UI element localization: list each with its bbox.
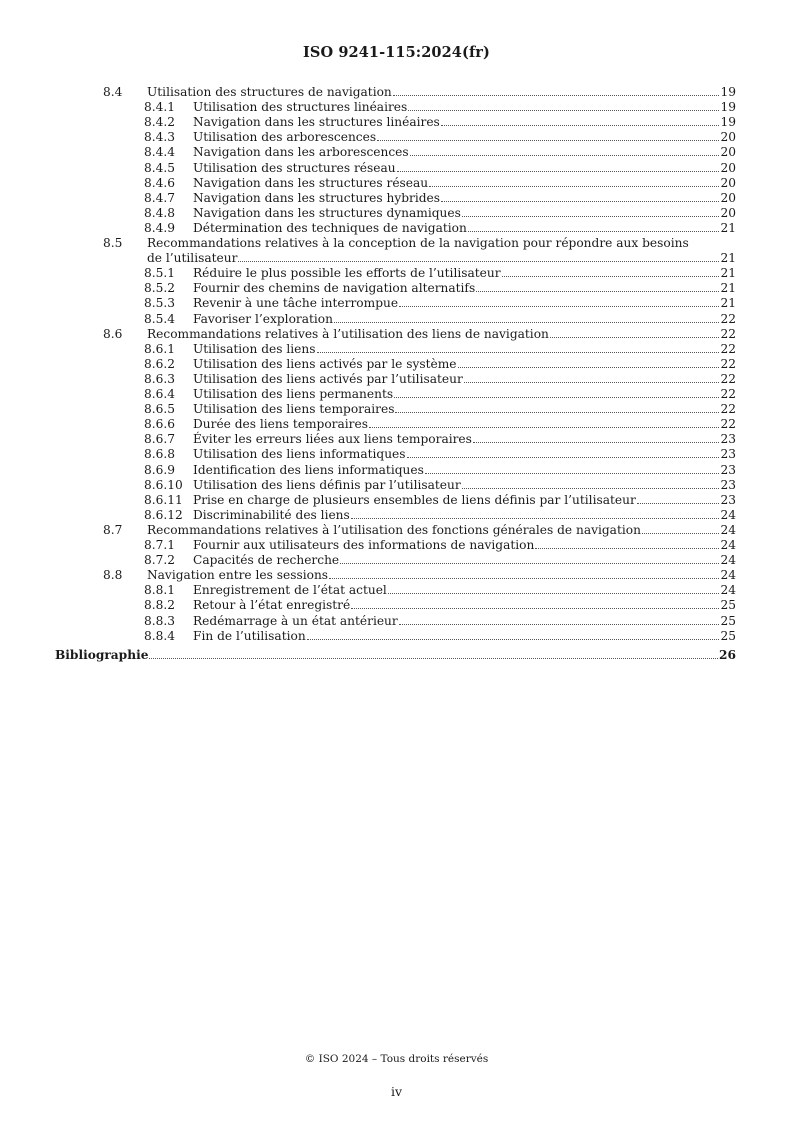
toc-entry-title: Utilisation des liens activés par l’utilisateur [193, 371, 463, 386]
toc-entry-number: 8.5.2 [144, 281, 176, 296]
toc-entry-line [193, 387, 736, 402]
toc-entry-title: Navigation dans les arborescences [193, 145, 409, 160]
dot-leader [502, 276, 720, 277]
toc-entry-line [193, 478, 736, 493]
toc-entry[interactable] [0, 583, 793, 598]
toc-entry-title: Enregistrement de l’état actuel [193, 583, 387, 598]
toc-entry-line [147, 85, 736, 100]
toc-entry-page: 20 [720, 175, 736, 190]
document-header: ISO 9241-115:2024(fr) [303, 44, 490, 61]
toc-entry[interactable] [0, 206, 793, 221]
toc-entry-number: 8.6.1 [144, 341, 176, 356]
toc-entry-number: 8.8.2 [144, 598, 176, 613]
dot-leader [388, 593, 720, 594]
toc-entry[interactable] [0, 463, 793, 478]
toc-entry[interactable] [0, 85, 793, 100]
toc-entry[interactable] [0, 100, 793, 115]
toc-entry-page: 21 [720, 266, 736, 281]
dot-leader [476, 291, 719, 292]
toc-entry-page: 22 [720, 356, 736, 371]
dot-leader [429, 186, 719, 187]
toc-entry[interactable] [0, 115, 793, 130]
dot-leader [550, 337, 720, 338]
toc-entry[interactable] [0, 493, 793, 508]
toc-entry[interactable] [0, 629, 793, 644]
toc-entry-number: 8.6.11 [144, 492, 183, 507]
toc-entry-line [193, 508, 736, 523]
toc-entry-line [193, 281, 736, 296]
toc-entry-title: Recommandations relatives à la conception de la navigation pour répondre aux besoins [147, 236, 689, 250]
toc-entry-line [193, 100, 736, 115]
toc-entry-number: 8.4.8 [144, 205, 176, 220]
toc-entry-number: 8.8 [103, 568, 123, 583]
toc-entry[interactable] [0, 417, 793, 432]
toc-entry-page: 21 [720, 281, 736, 296]
toc-entry-number: 8.6.3 [144, 371, 176, 386]
toc-entry-number: 8.4.1 [144, 100, 176, 115]
toc-entry-number: 8.8.4 [144, 628, 176, 643]
toc-entry[interactable] [0, 145, 793, 160]
toc-entry-title: Fournir des chemins de navigation alternatifs [193, 281, 476, 296]
toc-entry-title: Utilisation des liens définis par l’utilisateur [193, 477, 461, 492]
toc-entry-title: de l’utilisateur [147, 251, 238, 266]
toc-entry-line [193, 447, 736, 462]
toc-entry[interactable] [0, 312, 793, 327]
toc-entry-page: 20 [720, 145, 736, 160]
toc-entry-page: 20 [720, 130, 736, 145]
toc-entry-title: Recommandations relatives à l’utilisation des liens de navigation [147, 326, 549, 341]
toc-entry-line [193, 221, 736, 236]
toc-entry-line [193, 493, 736, 508]
toc-entry[interactable] [0, 387, 793, 402]
toc-entry-title: Utilisation des liens activés par le système [193, 356, 457, 371]
toc-entry-page: 24 [720, 553, 736, 568]
toc-entry-number: 8.6.12 [144, 507, 183, 522]
toc-entry[interactable] [0, 508, 793, 523]
toc-entry[interactable] [0, 598, 793, 613]
toc-entry-number: 8.7.2 [144, 553, 176, 568]
toc-entry-title: Prise en charge de plusieurs ensembles de liens définis par l’utilisateur [193, 492, 636, 507]
dot-leader [334, 322, 720, 323]
toc-entry-page: 22 [720, 387, 736, 401]
toc-entry-number: 8.4.4 [144, 145, 176, 160]
toc-entry-page: 22 [720, 402, 736, 417]
toc-entry-page: 23 [720, 447, 736, 462]
toc-entry-title: Bibliographie [55, 647, 149, 662]
toc-entry-line [193, 161, 736, 176]
toc-entry-title: Navigation dans les structures dynamiques [193, 205, 461, 220]
toc-entry-title: Fin de l’utilisation [193, 628, 306, 643]
toc-entry-page: 22 [720, 311, 736, 326]
toc-entry[interactable] [0, 357, 793, 372]
toc-entry-line [147, 523, 736, 538]
toc-entry[interactable] [0, 553, 793, 568]
dot-leader [397, 171, 720, 172]
dot-leader [408, 110, 719, 111]
toc-entry-number: 8.8.3 [144, 613, 176, 628]
toc-entry-line [193, 206, 736, 221]
toc-entry-line [193, 266, 736, 281]
toc-entry-number: 8.4.6 [144, 175, 176, 190]
toc-entry-title: Utilisation des liens temporaires [193, 402, 395, 417]
toc-entry-title: Éviter les erreurs liées aux liens temporaires [193, 432, 472, 447]
toc-entry-title: Utilisation des liens [193, 341, 316, 356]
toc-entry[interactable] [0, 648, 793, 663]
toc-entry[interactable] [0, 281, 793, 296]
toc-entry-page: 22 [720, 371, 736, 386]
page-number: iv [390, 1084, 403, 1099]
toc-entry-number: 8.5.4 [144, 311, 176, 326]
toc-entry-line [193, 538, 736, 553]
toc-entry-line [193, 357, 736, 372]
toc-entry[interactable] [0, 614, 793, 629]
toc-entry-line [193, 629, 736, 644]
toc-entry-page: 20 [720, 190, 736, 205]
toc-entry-line [193, 598, 736, 613]
toc-entry-number: 8.4 [103, 85, 123, 99]
toc-entry-number: 8.7 [103, 522, 123, 537]
toc-entry-page: 25 [720, 613, 736, 628]
toc-entry-title: Navigation dans les structures réseau [193, 175, 429, 190]
toc-entry-title: Identification des liens informatiques [193, 462, 424, 477]
dot-leader [395, 412, 719, 413]
toc-entry-line [147, 251, 736, 266]
toc-entry-number: 8.6 [103, 326, 123, 341]
toc-entry-page: 22 [720, 326, 736, 341]
dot-leader [441, 125, 720, 126]
toc-entry-title: Utilisation des structures linéaires [193, 100, 408, 115]
dot-leader [399, 306, 719, 307]
dot-leader [369, 427, 720, 428]
toc-entry-title: Réduire le plus possible les efforts de l’utilisateur [193, 266, 501, 281]
dot-leader [377, 140, 719, 141]
toc-entry-number: 8.7.1 [144, 538, 176, 552]
toc-entry-number: 8.4.2 [144, 115, 176, 130]
toc-entry-title: Recommandations relatives à l’utilisation des fonctions générales de navigation [147, 522, 641, 537]
toc-entry-title: Utilisation des arborescences [193, 130, 377, 145]
dot-leader [329, 578, 719, 579]
dot-leader [458, 367, 720, 368]
toc-entry[interactable] [0, 372, 793, 387]
dot-leader [642, 533, 720, 534]
toc-entry-page: 20 [720, 160, 736, 175]
toc-entry[interactable] [0, 130, 793, 145]
toc-entry-title: Utilisation des liens informatiques [193, 447, 406, 462]
dot-leader [399, 624, 720, 625]
toc-entry[interactable] [0, 538, 793, 553]
dot-leader [351, 608, 719, 609]
dot-leader [238, 261, 719, 262]
toc-entry[interactable] [0, 478, 793, 493]
toc-entry-line [147, 568, 736, 583]
toc-entry-line [193, 312, 736, 327]
toc-entry-title: Navigation dans les structures hybrides [193, 190, 441, 205]
toc-entry-line [193, 130, 736, 145]
toc-entry-page: 24 [720, 583, 736, 598]
dot-leader [462, 216, 720, 217]
dot-leader [637, 503, 720, 504]
toc-entry-number: 8.4.5 [144, 160, 176, 175]
toc-entry-page: 24 [720, 522, 736, 537]
toc-entry-page: 23 [720, 462, 736, 477]
toc-entry-title: Utilisation des structures réseau [193, 160, 396, 175]
toc-entry-page: 20 [720, 205, 736, 220]
dot-leader [464, 382, 720, 383]
toc-entry-title: Capacités de recherche [193, 553, 340, 568]
toc-entry-page: 24 [720, 538, 736, 552]
toc-entry[interactable] [0, 402, 793, 417]
toc-entry[interactable] [0, 296, 793, 311]
dot-leader [149, 658, 718, 659]
toc-entry-page: 22 [720, 341, 736, 356]
dot-leader [535, 548, 719, 549]
toc-entry-title: Utilisation des structures de navigation [147, 85, 392, 99]
toc-entry-page: 23 [720, 492, 736, 507]
toc-entry-line [193, 145, 736, 160]
toc-entry-number: 8.6.6 [144, 417, 176, 432]
toc-entry-title: Utilisation des liens permanents [193, 387, 394, 401]
dot-leader [317, 352, 720, 353]
toc-entry-number: 8.4.3 [144, 130, 176, 145]
toc-entry[interactable] [0, 523, 793, 538]
toc-entry[interactable] [0, 251, 793, 266]
toc-entry-number: 8.5.1 [144, 266, 176, 281]
toc-entry-line [193, 296, 736, 311]
dot-leader [425, 473, 720, 474]
toc-entry-title: Durée des liens temporaires [193, 417, 368, 432]
toc-entry[interactable] [0, 176, 793, 191]
toc-entry-number: 8.4.9 [144, 220, 176, 235]
toc-entry-page: 25 [720, 598, 736, 613]
toc-entry[interactable] [0, 342, 793, 357]
toc-entry-page: 24 [720, 568, 736, 583]
toc-entry-title: Retour à l’état enregistré [193, 598, 351, 613]
toc-entry-title: Discriminabilité des liens [193, 507, 350, 522]
toc-entry[interactable] [0, 161, 793, 176]
toc-entry-line [193, 417, 736, 432]
toc-entry-number: 8.6.10 [144, 477, 183, 492]
dot-leader [351, 518, 720, 519]
toc-entry-page: 26 [719, 647, 736, 662]
dot-leader [462, 488, 720, 489]
dot-leader [441, 201, 719, 202]
toc-entry-line [193, 342, 736, 357]
toc-entry-number: 8.6.8 [144, 447, 176, 462]
dot-leader [407, 457, 720, 458]
toc-entry-line [193, 463, 736, 478]
toc-entry-title: Navigation entre les sessions [147, 568, 329, 583]
toc-entry-line [193, 583, 736, 598]
toc-entry-number: 8.6.9 [144, 462, 176, 477]
toc-entry-title: Navigation dans les structures linéaires [193, 115, 440, 130]
toc-entry[interactable] [0, 221, 793, 236]
toc-entry-title: Revenir à une tâche interrompue [193, 296, 399, 311]
toc-entry-line [55, 648, 736, 663]
dot-leader [473, 442, 720, 443]
toc-entry-page: 23 [720, 477, 736, 492]
toc-entry-line [193, 432, 736, 447]
toc-entry-number: 8.6.4 [144, 387, 176, 401]
dot-leader [410, 155, 720, 156]
toc-entry-page: 19 [720, 100, 736, 115]
toc-entry-page: 24 [720, 507, 736, 522]
dot-leader [468, 231, 720, 232]
toc-entry-number: 8.5.3 [144, 296, 176, 311]
toc-entry-line [193, 191, 736, 206]
toc-entry-line [193, 372, 736, 387]
toc-entry-number: 8.6.7 [144, 432, 176, 447]
toc-entry[interactable] [0, 236, 793, 251]
toc-entry-line [193, 115, 736, 130]
toc-entry[interactable] [0, 447, 793, 462]
toc-entry-line [147, 327, 736, 342]
dot-leader [340, 563, 719, 564]
toc-entry-number: 8.6.2 [144, 356, 176, 371]
toc-entry-number: 8.5 [103, 236, 123, 250]
dot-leader [393, 95, 720, 96]
toc-entry-line [193, 176, 736, 191]
toc-entry[interactable] [0, 432, 793, 447]
toc-entry-line [193, 553, 736, 568]
toc-entry-line [193, 614, 736, 629]
dot-leader [394, 397, 719, 398]
toc-entry-number: 8.8.1 [144, 583, 176, 598]
toc-entry-page: 23 [720, 432, 736, 447]
toc-entry-title: Détermination des techniques de navigation [193, 220, 467, 235]
toc-entry-page: 19 [720, 115, 736, 130]
toc-entry-number: 8.4.7 [144, 190, 176, 205]
toc-entry-title: Fournir aux utilisateurs des informations de navigation [193, 538, 535, 552]
toc-entry-number: 8.6.5 [144, 402, 176, 417]
toc-entry-page: 21 [720, 296, 736, 311]
toc-entry-title: Favoriser l’exploration [193, 311, 333, 326]
toc-entry-page: 25 [720, 628, 736, 643]
toc-entry-page: 21 [720, 220, 736, 235]
toc-entry-title: Redémarrage à un état antérieur [193, 613, 398, 628]
dot-leader [307, 639, 720, 640]
toc-entry[interactable] [0, 327, 793, 342]
toc-entry[interactable] [0, 266, 793, 281]
toc-entry-line [193, 402, 736, 417]
toc-entry-page: 19 [720, 85, 736, 99]
toc-entry[interactable] [0, 191, 793, 206]
toc-entry-page: 21 [720, 251, 736, 266]
toc-entry-page: 22 [720, 417, 736, 432]
toc-entry[interactable] [0, 568, 793, 583]
copyright-footer: © ISO 2024 – Tous droits réservés [304, 1053, 489, 1065]
